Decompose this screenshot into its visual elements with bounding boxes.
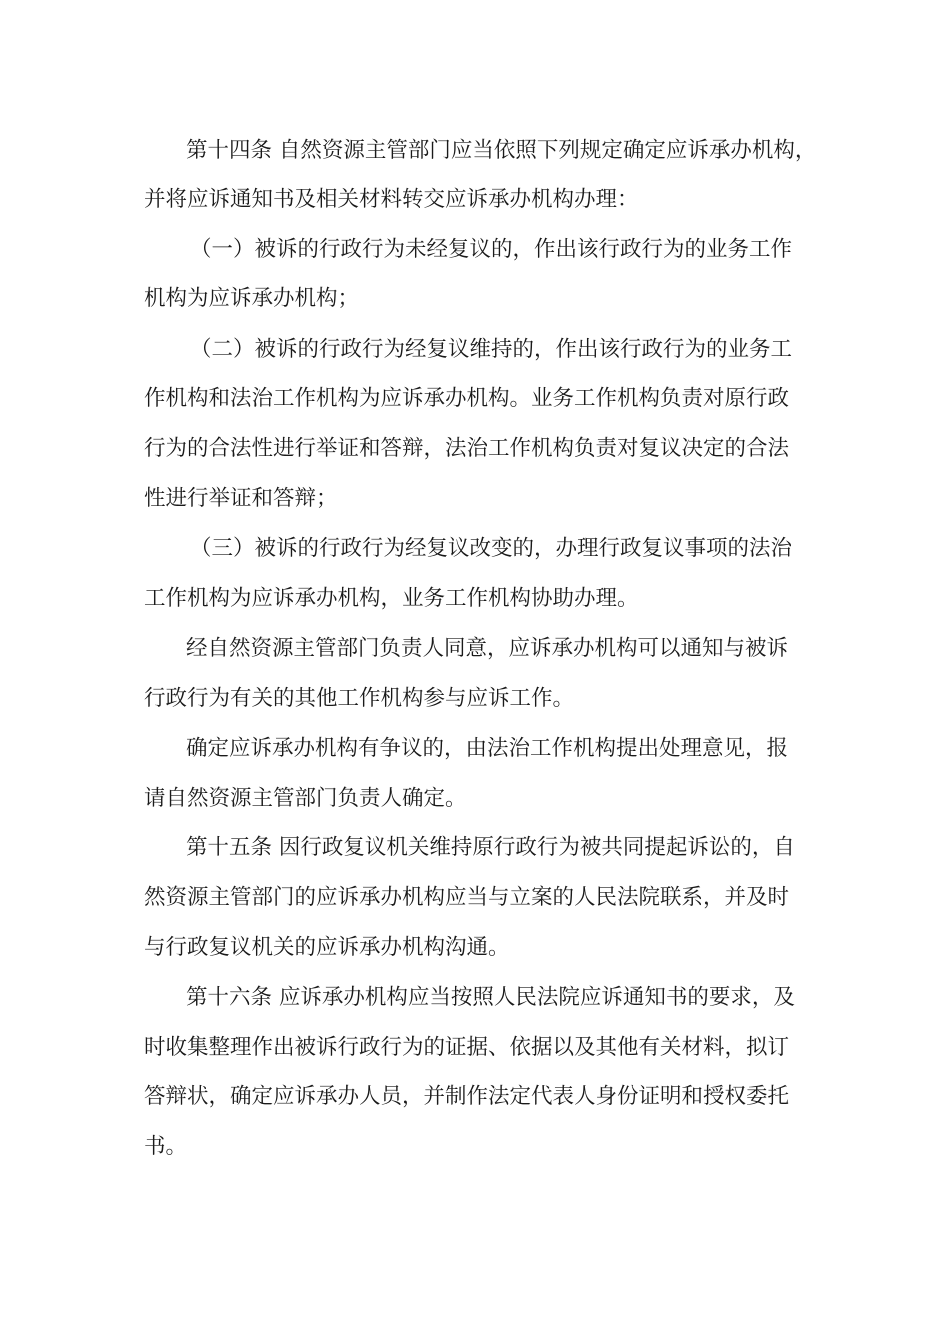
- item-2-line-1: （二）被诉的行政行为经复议维持的，作出该行政行为的业务工: [190, 337, 793, 362]
- dispute-para-line-2: 请自然资源主管部门负责人确定。: [144, 786, 467, 811]
- article-16-line-3: 答辩状，确定应诉承办人员，并制作法定代表人身份证明和授权委托: [144, 1084, 790, 1109]
- consent-para-line-2: 行政行为有关的其他工作机构参与应诉工作。: [144, 686, 575, 711]
- article-16-line-4: 书。: [144, 1134, 188, 1159]
- consent-para-line-1: 经自然资源主管部门负责人同意，应诉承办机构可以通知与被诉: [186, 636, 789, 661]
- article-15-line-3: 与行政复议机关的应诉承办机构沟通。: [144, 935, 510, 960]
- item-3-line-1: （三）被诉的行政行为经复议改变的，办理行政复议事项的法治: [190, 536, 793, 561]
- item-2-line-4: 性进行举证和答辩；: [144, 486, 338, 511]
- article-14-line-2: 并将应诉通知书及相关材料转交应诉承办机构办理：: [144, 187, 639, 212]
- item-1-line-1: （一）被诉的行政行为未经复议的，作出该行政行为的业务工作: [190, 237, 793, 262]
- dispute-para-line-1: 确定应诉承办机构有争议的，由法治工作机构提出处理意见，报: [186, 736, 789, 761]
- item-2-line-2: 作机构和法治工作机构为应诉承办机构。业务工作机构负责对原行政: [144, 386, 790, 411]
- article-14-line-1: 第十四条 自然资源主管部门应当依照下列规定确定应诉承办机构，: [186, 138, 817, 163]
- item-1-line-2: 机构为应诉承办机构；: [144, 286, 360, 311]
- article-16-line-2: 时收集整理作出被诉行政行为的证据、依据以及其他有关材料，拟订: [144, 1035, 790, 1060]
- article-15-line-1: 第十五条 因行政复议机关维持原行政行为被共同提起诉讼的，自: [186, 835, 795, 860]
- article-16-line-1: 第十六条 应诉承办机构应当按照人民法院应诉通知书的要求，及: [186, 985, 795, 1010]
- item-3-line-2: 工作机构为应诉承办机构，业务工作机构协助办理。: [144, 586, 639, 611]
- item-2-line-3: 行为的合法性进行举证和答辩，法治工作机构负责对复议决定的合法: [144, 436, 790, 461]
- article-15-line-2: 然资源主管部门的应诉承办机构应当与立案的人民法院联系，并及时: [144, 885, 790, 910]
